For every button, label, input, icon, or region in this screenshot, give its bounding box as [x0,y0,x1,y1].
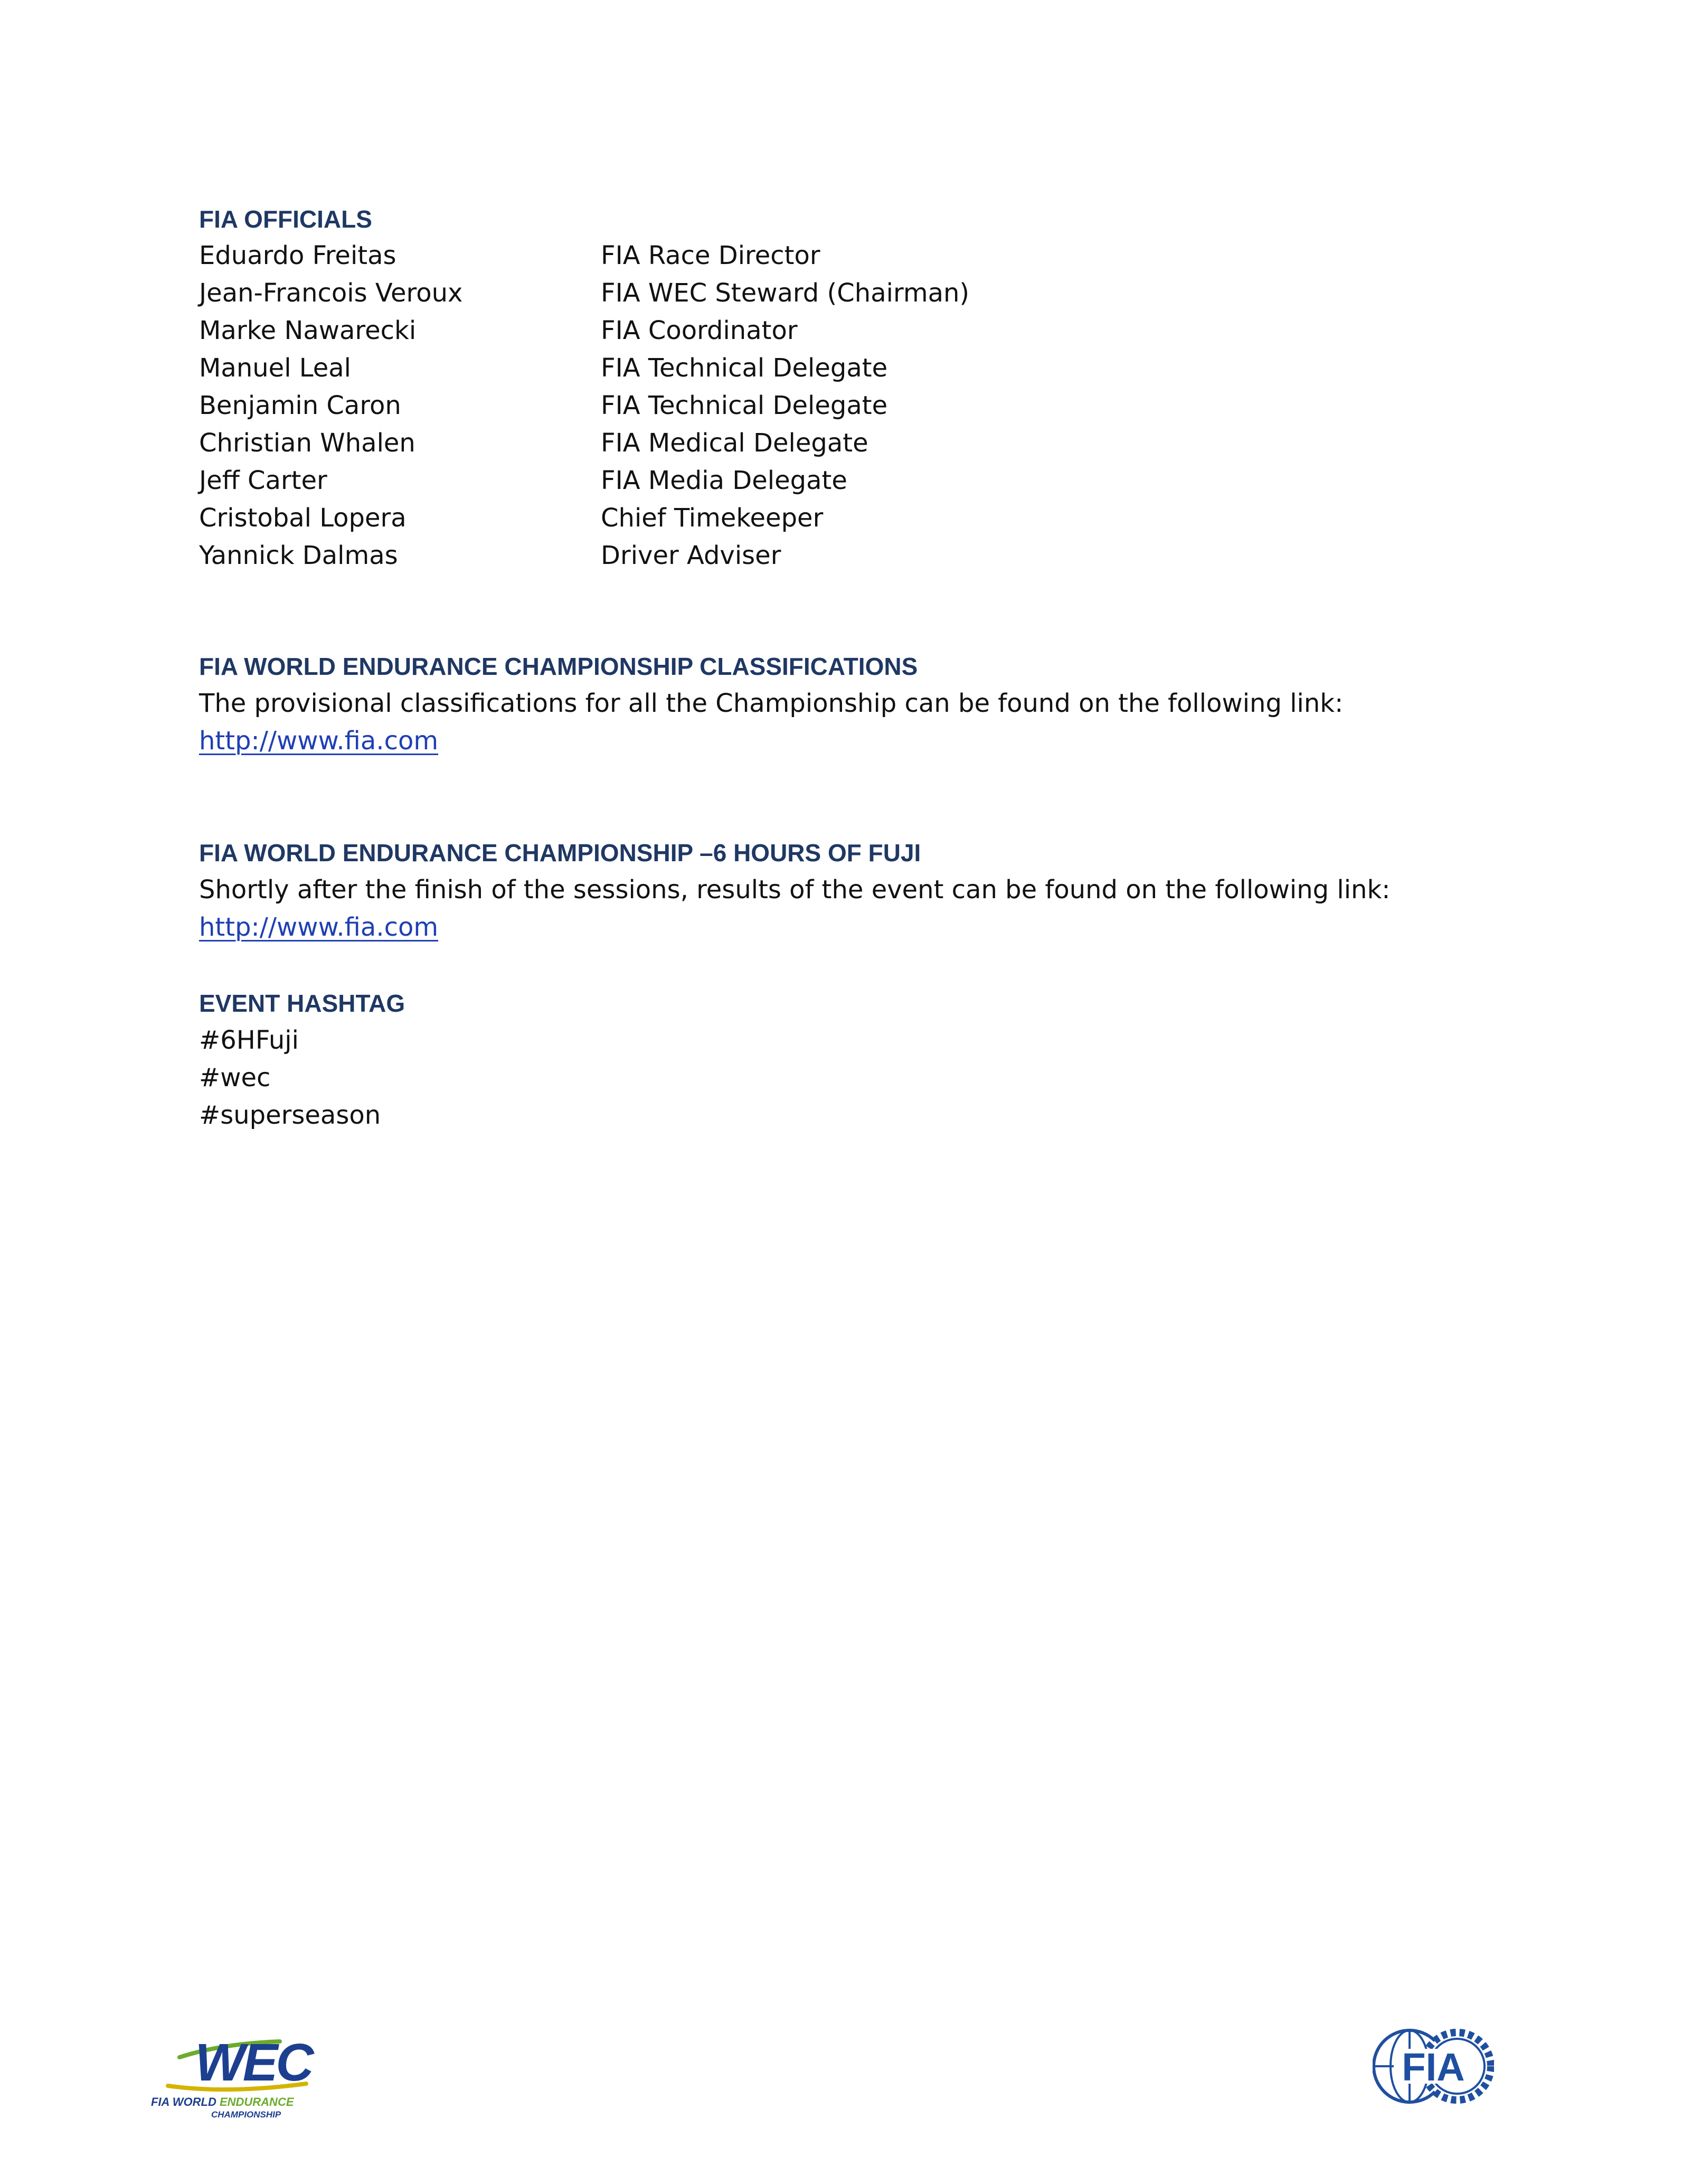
official-name: Jean-Francois Veroux [199,278,463,308]
svg-text:CHAMPIONSHIP: CHAMPIONSHIP [211,2110,281,2120]
hashtag-item: #6HFuji [199,1025,299,1055]
classifications-text: The provisional classifications for all the Championship can be found on the following link: [199,689,1344,718]
official-role: FIA Race Director [601,241,820,270]
official-name: Jeff Carter [199,466,327,495]
classifications-link[interactable]: http://www.fia.com [199,726,439,756]
official-role: FIA WEC Steward (Chairman) [601,278,970,308]
hashtag-item: #wec [199,1063,271,1093]
wec-logo [148,2032,359,2122]
results-text: Shortly after the finish of the sessions, results of the event can be found on the following link: [199,875,1391,905]
official-name: Eduardo Freitas [199,241,396,270]
official-role: FIA Medical Delegate [601,428,868,458]
official-name: Benjamin Caron [199,391,401,420]
officials-heading: FIA OFFICIALS [199,205,372,233]
hashtag-heading: EVENT HASHTAG [199,990,405,1017]
official-name: Christian Whalen [199,428,415,458]
official-name: Manuel Leal [199,353,351,383]
official-role: FIA Technical Delegate [601,353,888,383]
svg-text:FIA WORLD ENDURANCE: FIA WORLD ENDURANCE [151,2095,294,2108]
official-role: FIA Technical Delegate [601,391,888,420]
svg-text:WEC: WEC [195,2033,312,2092]
official-role: FIA Coordinator [601,316,798,345]
official-role: Driver Adviser [601,541,781,570]
results-link[interactable]: http://www.fia.com [199,912,439,942]
svg-text:FIA: FIA [1402,2045,1465,2089]
classifications-heading: FIA WORLD ENDURANCE CHAMPIONSHIP CLASSIFICATIONS [199,653,918,680]
official-name: Cristobal Lopera [199,503,407,533]
official-role: FIA Media Delegate [601,466,847,495]
official-name: Yannick Dalmas [199,541,398,570]
official-role: Chief Timekeeper [601,503,824,533]
official-name: Marke Nawarecki [199,316,417,345]
results-heading: FIA WORLD ENDURANCE CHAMPIONSHIP –6 HOURS OF FUJI [199,839,921,867]
fia-logo [1373,2027,1494,2106]
hashtag-item: #superseason [199,1100,381,1130]
